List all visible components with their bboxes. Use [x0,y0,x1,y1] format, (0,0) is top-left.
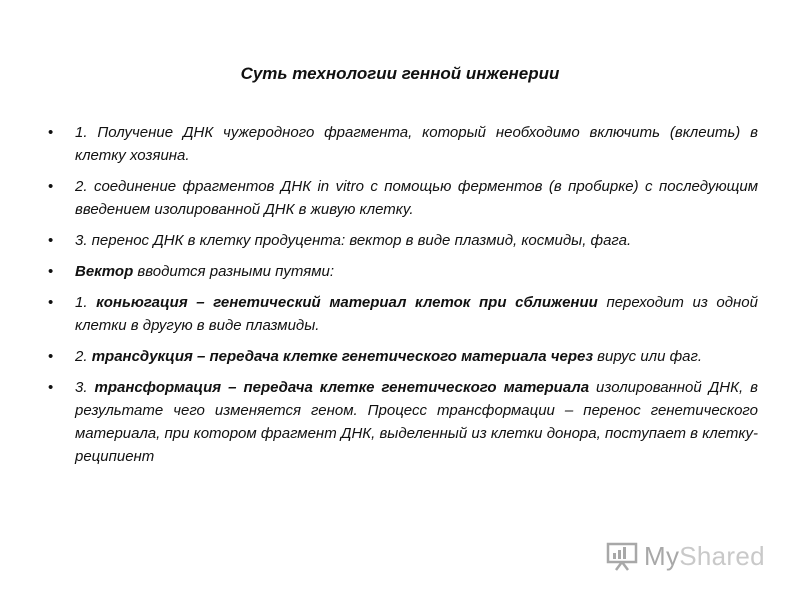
bullet-text: 2. соединение фрагментов ДНК in vitro с помощью ферментов (в пробирке) с последующим введением изолированной ДНК в живую клетку. [75,178,758,218]
bullet-text: 3. [75,379,95,396]
slide-title: Суть технологии генной инженерии [240,64,560,83]
bullet-text: вирус или фаг. [592,348,703,365]
bullet-item [48,260,758,283]
presentation-board-icon [606,540,638,572]
bold-term: Вектор [75,263,134,280]
bullet-item [48,291,758,337]
bullet-text: 2. [75,348,92,365]
bold-term: материал клеток при сближении [329,294,598,311]
bullet-text: 1. Получение ДНК чужеродного фрагмента, который необходимо включить (вклеить) в клетку хозяина. [75,124,758,164]
bold-term: трансформация – передача клетке генетического материала [94,379,590,396]
bullet-item [48,121,758,167]
bullet-item [48,376,758,468]
bullet-text: 3. перенос ДНК в клетку продуцента: вектор в виде плазмид, космиды, фага. [75,232,632,249]
watermark-text: MyShared [644,540,765,571]
bullet-list [48,121,758,476]
bullet-text: 1. [75,294,97,311]
bullet-item [48,229,758,252]
bullet-item [48,175,758,221]
bullet-item [48,345,758,368]
watermark-logo [606,538,766,574]
bullet-text: переходит из одной клетки в другую в виде плазмиды. [75,294,758,334]
bullet-text: изолированной ДНК, в результате чего изменяется геном. Процесс трансформации – перенос генетического материала, при котором фрагмент ДНК, выделенный из клетки донора, поступает в клетку-реципиент [75,379,758,465]
bold-term: трансдукция – передача клетке генетического материала через [91,348,593,365]
bold-term: коньюгация – генетический [96,294,321,311]
bullet-text: вводится разными путями: [133,263,335,280]
